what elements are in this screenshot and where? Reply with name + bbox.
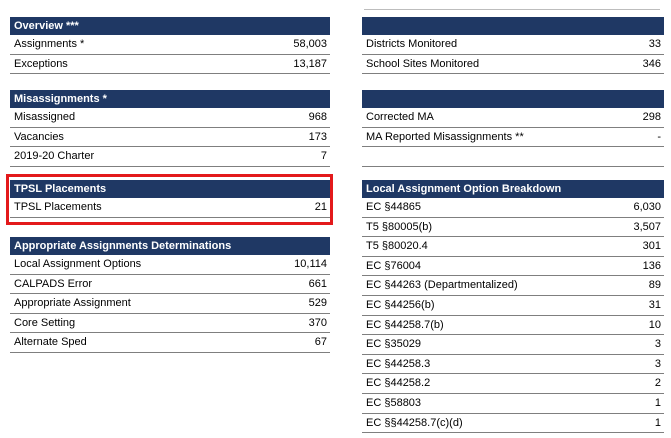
table-row — [362, 108, 664, 128]
table-row — [10, 314, 330, 334]
table-row — [362, 394, 664, 414]
table-row — [10, 147, 330, 167]
row-value: - — [657, 130, 661, 143]
overview-left-table — [10, 17, 330, 74]
row-label: Misassigned — [14, 111, 76, 123]
row-label: EC §44865 — [366, 201, 422, 213]
row-label: Appropriate Assignment — [14, 297, 131, 310]
table-row — [10, 294, 330, 314]
row-value: 67 — [314, 336, 327, 349]
misassignments-header-continuation — [362, 90, 664, 108]
misassignments-header: Misassignments * — [10, 90, 330, 108]
row-label: Core Setting — [14, 316, 76, 329]
table-row — [362, 55, 664, 75]
row-label: EC §76004 — [366, 259, 422, 272]
row-value: 10 — [648, 318, 661, 331]
table-row — [362, 147, 664, 167]
row-label: Corrected MA — [366, 111, 434, 123]
row-value: 968 — [308, 111, 327, 123]
table-row — [362, 296, 664, 316]
row-label: School Sites Monitored — [366, 57, 480, 70]
row-value: 3,507 — [633, 220, 661, 233]
row-value: 89 — [648, 279, 661, 292]
loa-breakdown-table — [362, 180, 664, 433]
row-label: T5 §80005(b) — [366, 220, 433, 233]
table-row — [10, 128, 330, 148]
row-label: Districts Monitored — [366, 38, 458, 50]
row-label: EC §44263 (Departmentalized) — [366, 279, 518, 292]
appropriate-assignments-table — [10, 237, 330, 353]
table-row — [10, 35, 330, 55]
loa-breakdown-header: Local Assignment Option Breakdown — [362, 180, 664, 198]
table-row — [10, 255, 330, 275]
row-value: 298 — [642, 111, 661, 123]
row-value: 6,030 — [633, 201, 661, 213]
row-label: EC §44256(b) — [366, 298, 435, 311]
row-value: 58,003 — [293, 38, 327, 50]
row-label: EC §44258.3 — [366, 357, 431, 370]
table-row — [362, 237, 664, 257]
row-value: 2 — [654, 377, 661, 390]
table-row — [362, 257, 664, 277]
row-value: 370 — [308, 316, 327, 329]
row-value: 3 — [654, 357, 661, 370]
row-value: 3 — [654, 338, 661, 351]
row-value: 31 — [648, 298, 661, 311]
row-label: Vacancies — [14, 130, 64, 143]
row-label: MA Reported Misassignments ** — [366, 130, 524, 143]
row-value: 136 — [642, 259, 661, 272]
table-row — [362, 218, 664, 238]
row-label: Alternate Sped — [14, 336, 87, 349]
table-row — [362, 414, 664, 434]
table-row — [10, 275, 330, 295]
overview-right-table — [362, 17, 664, 74]
row-value: 301 — [642, 240, 661, 253]
row-value: 10,114 — [294, 258, 327, 270]
row-value: 346 — [642, 57, 661, 70]
overview-header: Overview *** — [10, 17, 330, 35]
row-value: 7 — [320, 150, 327, 163]
tpsl-header: TPSL Placements — [10, 180, 330, 198]
row-label: TPSL Placements — [14, 201, 102, 213]
row-label: T5 §80020.4 — [366, 240, 428, 253]
table-row — [362, 35, 664, 55]
top-divider — [364, 9, 660, 10]
row-value: 33 — [648, 38, 661, 50]
table-row — [10, 108, 330, 128]
row-value: 529 — [308, 297, 327, 310]
appropriate-assignments-header: Appropriate Assignments Determinations — [10, 237, 330, 255]
row-value: 661 — [308, 277, 327, 290]
row-label: Local Assignment Options — [14, 258, 142, 270]
misassignments-left-table — [10, 90, 330, 167]
row-label: EC §35029 — [366, 338, 422, 351]
row-label: EC §§44258.7(c)(d) — [366, 416, 463, 429]
table-row — [10, 333, 330, 353]
row-value: 1 — [654, 396, 661, 409]
table-row — [362, 198, 664, 218]
misassignments-right-table — [362, 90, 664, 167]
row-label: EC §58803 — [366, 396, 422, 409]
table-row — [362, 335, 664, 355]
row-label: EC §44258.2 — [366, 377, 431, 390]
row-value: 1 — [654, 416, 661, 429]
row-label: EC §44258.7(b) — [366, 318, 444, 331]
row-value: 13,187 — [293, 57, 327, 70]
row-label: 2019-20 Charter — [14, 150, 95, 163]
row-label: Assignments * — [14, 38, 85, 50]
row-value: 21 — [314, 201, 327, 213]
overview-header-continuation — [362, 17, 664, 35]
row-label: CALPADS Error — [14, 277, 93, 290]
table-row — [362, 355, 664, 375]
table-row — [362, 276, 664, 296]
tpsl-highlight-box — [6, 174, 333, 225]
table-row — [362, 128, 664, 148]
table-row — [10, 55, 330, 75]
row-label: Exceptions — [14, 57, 68, 70]
table-row — [362, 316, 664, 336]
row-value: 173 — [308, 130, 327, 143]
table-row — [362, 374, 664, 394]
